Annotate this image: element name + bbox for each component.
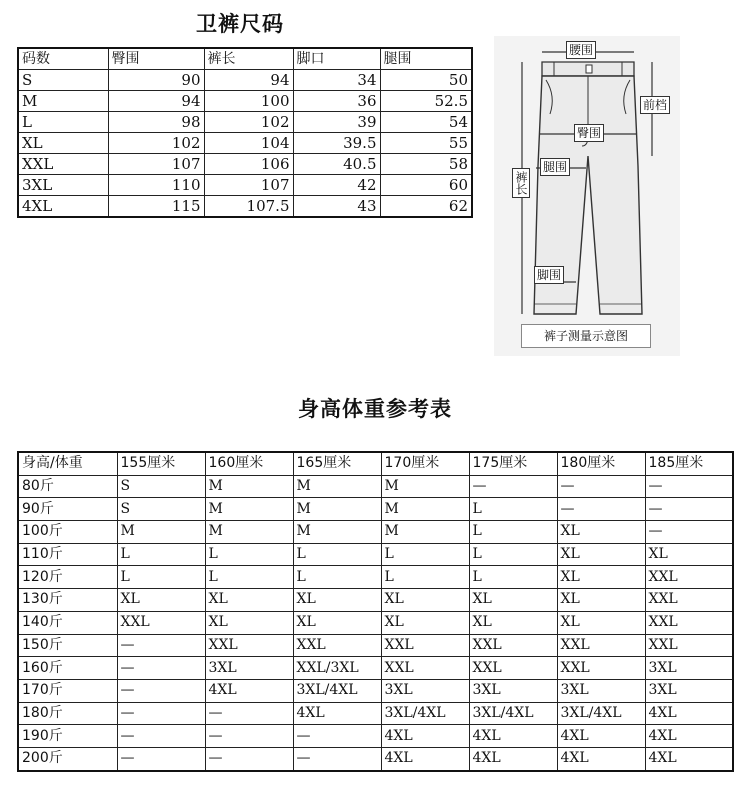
table-cell: XXL <box>18 154 108 175</box>
table-cell: 140斤 <box>18 611 117 634</box>
table-cell: 90斤 <box>18 498 117 521</box>
table-cell: 3XL <box>469 679 557 702</box>
table-cell: M <box>293 475 381 498</box>
table-cell: — <box>469 475 557 498</box>
table-cell: 4XL <box>18 196 108 218</box>
table-cell: 200斤 <box>18 747 117 770</box>
table-cell: 102 <box>204 112 293 133</box>
table-cell: XXL <box>557 657 645 680</box>
table-row <box>18 91 472 112</box>
table-cell: 4XL <box>469 725 557 748</box>
table-cell: 36 <box>293 91 380 112</box>
table-cell: S <box>117 498 205 521</box>
table-row <box>18 725 733 748</box>
table-cell: XL <box>18 133 108 154</box>
table-cell: M <box>381 521 469 544</box>
table-cell: XL <box>205 611 293 634</box>
table-cell: — <box>645 521 733 544</box>
waist-label: 腰围 <box>566 41 596 59</box>
table-cell: 3XL <box>381 679 469 702</box>
table-cell: L <box>381 543 469 566</box>
table-cell: XL <box>469 589 557 612</box>
table-row <box>18 566 733 589</box>
hem-label: 脚围 <box>534 266 564 284</box>
table-cell: L <box>205 566 293 589</box>
column-header: 裤长 <box>204 48 293 70</box>
table-cell: 4XL <box>645 725 733 748</box>
table-cell: — <box>293 725 381 748</box>
table-row <box>18 133 472 154</box>
column-header: 170厘米 <box>381 452 469 475</box>
table-cell: 110 <box>108 175 204 196</box>
column-header: 脚口 <box>293 48 380 70</box>
table-cell: — <box>645 498 733 521</box>
table-cell: — <box>557 475 645 498</box>
table-cell: XL <box>557 566 645 589</box>
table-cell: XL <box>645 543 733 566</box>
table-cell: 107.5 <box>204 196 293 218</box>
table-cell: 4XL <box>293 702 381 725</box>
column-header: 155厘米 <box>117 452 205 475</box>
table-cell: 150斤 <box>18 634 117 657</box>
table-cell: 60 <box>380 175 472 196</box>
table-row <box>18 196 472 218</box>
table-cell: 3XL/4XL <box>557 702 645 725</box>
column-header: 码数 <box>18 48 108 70</box>
table-cell: M <box>18 91 108 112</box>
table-cell: 3XL <box>645 657 733 680</box>
column-header: 180厘米 <box>557 452 645 475</box>
table-cell: XXL <box>293 634 381 657</box>
table-cell: 190斤 <box>18 725 117 748</box>
table-cell: — <box>205 702 293 725</box>
table-cell: XXL <box>645 566 733 589</box>
table-cell: L <box>117 566 205 589</box>
table-cell: L <box>293 566 381 589</box>
table-row <box>18 702 733 725</box>
table-cell: 62 <box>380 196 472 218</box>
table-cell: L <box>381 566 469 589</box>
table-cell: XL <box>557 543 645 566</box>
table-cell: XXL <box>469 634 557 657</box>
table-cell: XXL <box>557 634 645 657</box>
table-cell: L <box>117 543 205 566</box>
pants-measurement-diagram <box>494 36 680 356</box>
table-cell: — <box>205 725 293 748</box>
table-cell: 42 <box>293 175 380 196</box>
table-cell: M <box>381 498 469 521</box>
table-cell: 170斤 <box>18 679 117 702</box>
table-cell: 34 <box>293 70 380 91</box>
table-cell: XL <box>293 589 381 612</box>
table-cell: 102 <box>108 133 204 154</box>
table-cell: 160斤 <box>18 657 117 680</box>
table-cell: — <box>117 725 205 748</box>
table-row <box>18 543 733 566</box>
table-cell: 107 <box>204 175 293 196</box>
column-header: 160厘米 <box>205 452 293 475</box>
table-cell: L <box>205 543 293 566</box>
table-cell: — <box>117 679 205 702</box>
table-cell: XL <box>293 611 381 634</box>
table-cell: — <box>205 747 293 770</box>
table-cell: 3XL <box>557 679 645 702</box>
table-row <box>18 611 733 634</box>
table-cell: 55 <box>380 133 472 154</box>
table-cell: M <box>205 475 293 498</box>
table-cell: 4XL <box>381 747 469 770</box>
table-cell: XXL <box>381 657 469 680</box>
table-row <box>18 679 733 702</box>
table-row <box>18 521 733 544</box>
table-cell: 100斤 <box>18 521 117 544</box>
size-chart-title: 卫裤尺码 <box>196 12 284 36</box>
table-cell: M <box>117 521 205 544</box>
reference-chart-title: 身高体重参考表 <box>298 397 452 421</box>
front-rise-label: 前档 <box>640 96 670 114</box>
table-cell: S <box>117 475 205 498</box>
table-row <box>18 747 733 770</box>
table-cell: L <box>469 566 557 589</box>
column-header: 身高/体重 <box>18 452 117 475</box>
table-row <box>18 634 733 657</box>
thigh-label: 腿围 <box>540 158 570 176</box>
table-row <box>18 154 472 175</box>
table-cell: L <box>469 521 557 544</box>
table-cell: XL <box>557 521 645 544</box>
table-cell: L <box>293 543 381 566</box>
table-cell: — <box>293 747 381 770</box>
table-cell: XL <box>469 611 557 634</box>
table-cell: — <box>117 702 205 725</box>
table-cell: 3XL/4XL <box>293 679 381 702</box>
table-cell: XL <box>557 611 645 634</box>
table-cell: 52.5 <box>380 91 472 112</box>
table-row <box>18 112 472 133</box>
table-cell: — <box>117 634 205 657</box>
column-header: 165厘米 <box>293 452 381 475</box>
table-header-row <box>18 452 733 475</box>
table-cell: — <box>117 747 205 770</box>
table-row <box>18 657 733 680</box>
table-cell: XXL <box>469 657 557 680</box>
diagram-caption: 裤子测量示意图 <box>521 324 651 348</box>
table-cell: XXL <box>205 634 293 657</box>
table-cell: L <box>18 112 108 133</box>
table-cell: 94 <box>108 91 204 112</box>
table-cell: 4XL <box>469 747 557 770</box>
table-cell: 130斤 <box>18 589 117 612</box>
table-cell: XL <box>381 611 469 634</box>
table-cell: 110斤 <box>18 543 117 566</box>
table-cell: 4XL <box>645 702 733 725</box>
table-cell: 4XL <box>205 679 293 702</box>
table-cell: 50 <box>380 70 472 91</box>
table-cell: 43 <box>293 196 380 218</box>
hip-label: 臀围 <box>574 124 604 142</box>
table-cell: XXL/3XL <box>293 657 381 680</box>
table-cell: 39.5 <box>293 133 380 154</box>
table-cell: M <box>205 521 293 544</box>
size-chart-table <box>17 47 473 218</box>
table-cell: 115 <box>108 196 204 218</box>
table-cell: L <box>469 498 557 521</box>
table-header-row <box>18 48 472 70</box>
table-cell: 4XL <box>645 747 733 770</box>
table-row <box>18 475 733 498</box>
column-header: 臀围 <box>108 48 204 70</box>
table-cell: XXL <box>645 634 733 657</box>
height-weight-reference-table <box>17 451 734 772</box>
table-row <box>18 589 733 612</box>
table-cell: 58 <box>380 154 472 175</box>
table-cell: XXL <box>117 611 205 634</box>
table-cell: 40.5 <box>293 154 380 175</box>
table-cell: 107 <box>108 154 204 175</box>
column-header: 185厘米 <box>645 452 733 475</box>
length-label: 裤长 <box>512 168 530 198</box>
table-cell: XL <box>205 589 293 612</box>
table-cell: M <box>381 475 469 498</box>
table-cell: 120斤 <box>18 566 117 589</box>
table-cell: 94 <box>204 70 293 91</box>
table-cell: XL <box>381 589 469 612</box>
table-row <box>18 498 733 521</box>
table-cell: 39 <box>293 112 380 133</box>
table-cell: 4XL <box>557 725 645 748</box>
table-cell: 100 <box>204 91 293 112</box>
table-cell: 3XL <box>205 657 293 680</box>
table-cell: M <box>293 498 381 521</box>
table-cell: 3XL/4XL <box>469 702 557 725</box>
table-cell: 106 <box>204 154 293 175</box>
table-cell: 54 <box>380 112 472 133</box>
table-cell: XL <box>557 589 645 612</box>
table-cell: 3XL/4XL <box>381 702 469 725</box>
table-cell: — <box>557 498 645 521</box>
table-cell: 98 <box>108 112 204 133</box>
table-cell: 180斤 <box>18 702 117 725</box>
table-cell: XXL <box>381 634 469 657</box>
column-header: 腿围 <box>380 48 472 70</box>
table-cell: M <box>205 498 293 521</box>
table-cell: S <box>18 70 108 91</box>
table-row <box>18 70 472 91</box>
table-cell: 3XL <box>18 175 108 196</box>
table-cell: 104 <box>204 133 293 154</box>
table-cell: XXL <box>645 611 733 634</box>
table-row <box>18 175 472 196</box>
table-cell: 90 <box>108 70 204 91</box>
table-cell: 3XL <box>645 679 733 702</box>
table-cell: 4XL <box>557 747 645 770</box>
table-cell: 80斤 <box>18 475 117 498</box>
table-cell: — <box>117 657 205 680</box>
table-cell: XL <box>117 589 205 612</box>
table-cell: L <box>469 543 557 566</box>
table-cell: — <box>645 475 733 498</box>
table-cell: M <box>293 521 381 544</box>
table-cell: 4XL <box>381 725 469 748</box>
column-header: 175厘米 <box>469 452 557 475</box>
table-cell: XXL <box>645 589 733 612</box>
